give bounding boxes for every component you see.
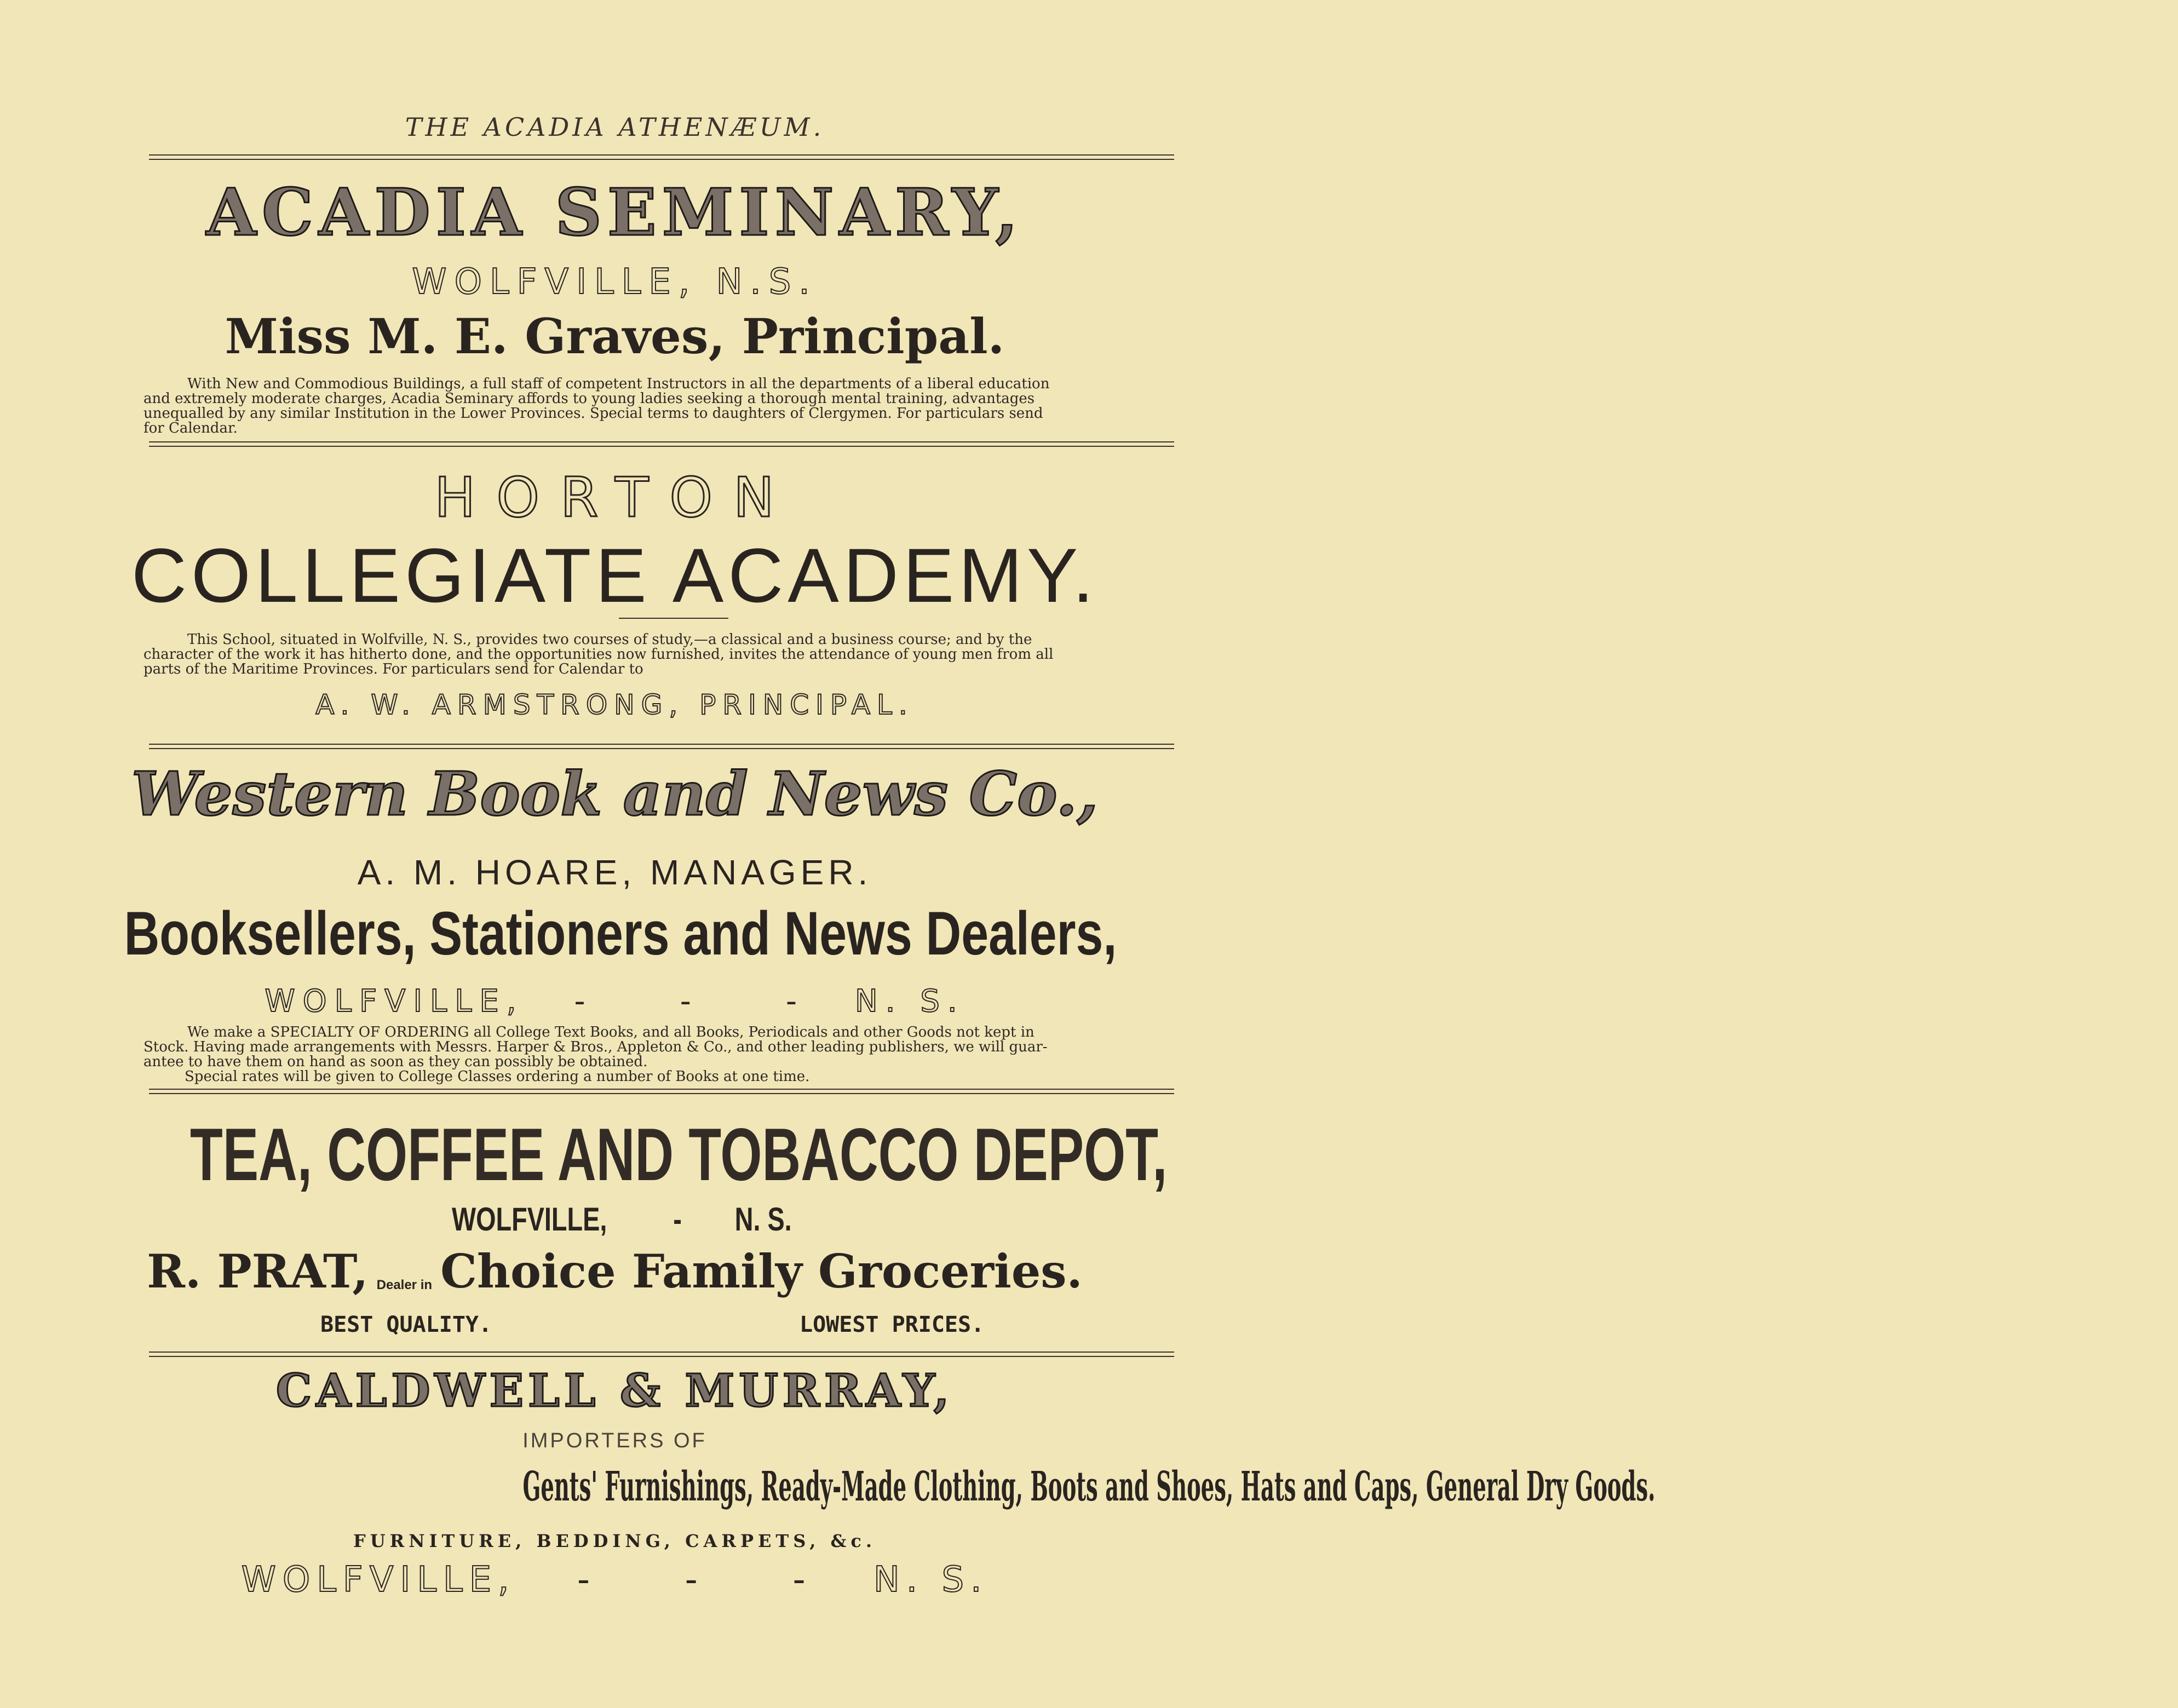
tea-location-prov: N. S. bbox=[734, 1201, 792, 1238]
western-line-1: We make a SPECIALTY OF ORDERING all College Text Books, and all Books, Periodicals and other Goods not kept in bbox=[187, 1024, 1035, 1040]
tea-prices: LOWEST PRICES. bbox=[800, 1312, 985, 1337]
tea-goods: Choice Family Groceries. bbox=[440, 1244, 1083, 1298]
tea-rule bbox=[149, 1352, 1174, 1357]
horton-principal: A. W. ARMSTRONG, PRINCIPAL. bbox=[315, 689, 914, 721]
tea-name-text: TEA, COFFEE AND TOBACCO DEPOT, bbox=[189, 1113, 1168, 1196]
header-rule bbox=[149, 154, 1174, 160]
seminary-line-4: for Calendar. bbox=[143, 420, 238, 436]
horton-description bbox=[143, 632, 1175, 677]
western-line-2: Stock. Having made arrangements with Messrs. Harper & Bros., Appleton & Co., and other leading publishers, we will guar- bbox=[143, 1039, 1048, 1055]
seminary-rule bbox=[149, 441, 1174, 447]
seminary-name: ACADIA SEMINARY, bbox=[206, 174, 1024, 250]
tea-location bbox=[0, 1200, 1229, 1239]
caldwell-location-dashes: - - - bbox=[577, 1560, 812, 1600]
running-header: THE ACADIA ATHENÆUM. bbox=[405, 112, 825, 142]
western-location-city: WOLFVILLE, bbox=[265, 984, 524, 1019]
caldwell-location bbox=[0, 1560, 1229, 1600]
seminary-principal: Miss M. E. Graves, Principal. bbox=[225, 308, 1005, 365]
horton-line-2: character of the work it has hitherto done, and the opportunities now furnished, invites the attendance of young men from all bbox=[143, 646, 1054, 663]
western-trade bbox=[0, 898, 1229, 969]
tea-proprietor: R. PRAT, bbox=[147, 1244, 369, 1298]
caldwell-location-city: WOLFVILLE, bbox=[241, 1560, 516, 1600]
western-rule bbox=[149, 1089, 1174, 1094]
seminary-location: WOLFVILLE, N.S. bbox=[412, 262, 818, 302]
caldwell-other: FURNITURE, BEDDING, CARPETS, &c. bbox=[353, 1531, 876, 1551]
seminary-line-1: With New and Commodious Buildings, a full staff of competent Instructors in all the departments of a liberal education bbox=[187, 376, 1050, 392]
seminary-line-2: and extremely moderate charges, Acadia Seminary affords to young ladies seeking a thorough mental training, advantages bbox=[143, 390, 1035, 407]
seminary-line-3: unequalled by any similar Institution in the Lower Provinces. Special terms to daughters of Clergymen. For particulars send bbox=[143, 405, 1043, 422]
western-manager: A. M. HOARE, MANAGER. bbox=[357, 853, 872, 892]
tea-dealer-in: Dealer in bbox=[376, 1277, 433, 1292]
horton-line-3: parts of the Maritime Provinces. For particulars send for Calendar to bbox=[143, 661, 643, 677]
western-line-4: Special rates will be given to College Classes ordering a number of Books at one time. bbox=[185, 1068, 810, 1085]
western-location bbox=[0, 984, 1229, 1019]
tea-name bbox=[0, 1112, 1229, 1198]
caldwell-goods bbox=[0, 1463, 1656, 1510]
horton-name: HORTON bbox=[434, 465, 795, 530]
caldwell-importers: IMPORTERS OF bbox=[522, 1429, 707, 1452]
western-location-dashes: - - - bbox=[574, 984, 805, 1019]
western-line-3: antee to have them on hand as soon as they can possibly be obtained. bbox=[143, 1054, 648, 1070]
seminary-description bbox=[143, 377, 1175, 436]
horton-short-rule bbox=[619, 618, 728, 619]
caldwell-name: CALDWELL & MURRAY, bbox=[275, 1365, 954, 1417]
tea-proprietor-line bbox=[0, 1244, 1229, 1298]
horton-line-1: This School, situated in Wolfville, N. S., provides two courses of study,—a classical and a business course; and by the bbox=[187, 631, 1032, 648]
western-description bbox=[143, 1025, 1175, 1084]
tea-quality: BEST QUALITY. bbox=[320, 1312, 492, 1337]
horton-rule bbox=[149, 744, 1174, 749]
caldwell-goods-text: Gents' Furnishings, Ready-Made Clothing, Boots and Shoes, Hats and Caps, General Dry Goods. bbox=[522, 1463, 1656, 1510]
horton-subtitle: COLLEGIATE ACADEMY. bbox=[131, 532, 1099, 618]
western-location-prov: N. S. bbox=[854, 984, 965, 1019]
western-name: Western Book and News Co., bbox=[131, 758, 1099, 829]
tea-location-city: WOLFVILLE, bbox=[452, 1201, 607, 1238]
western-trade-text: Booksellers, Stationers and News Dealers, bbox=[124, 899, 1117, 968]
tea-location-dash: - bbox=[673, 1201, 682, 1238]
caldwell-location-prov: N. S. bbox=[873, 1560, 989, 1600]
